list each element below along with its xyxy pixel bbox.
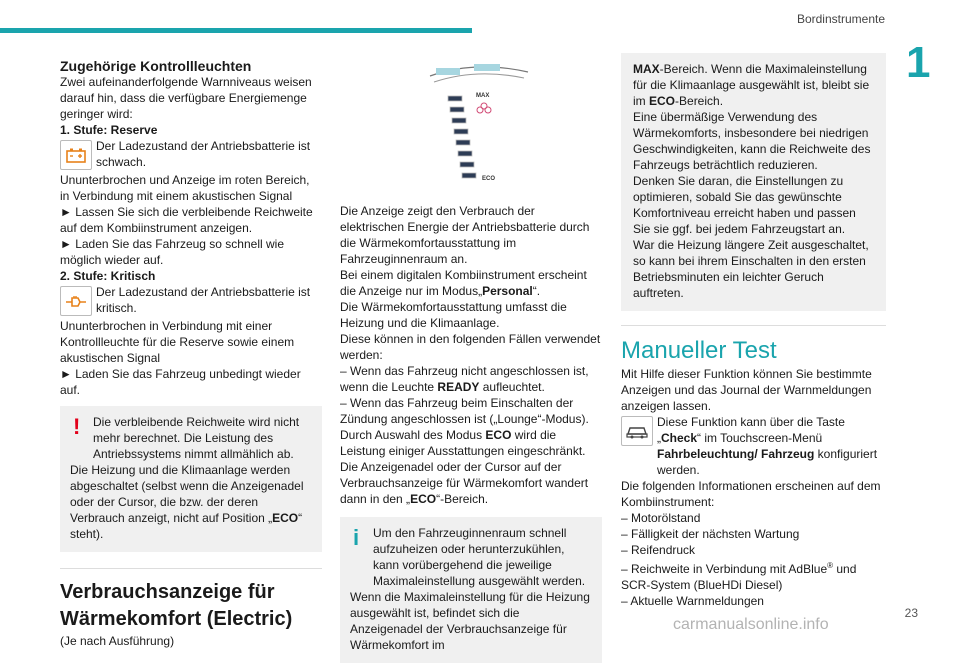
stufe1-bullet-2: ► Laden Sie das Fahrzeug so schnell wie möglich wieder auf. xyxy=(60,237,285,267)
section-title: Bordinstrumente xyxy=(796,12,885,26)
info-cont-3: Denken Sie daran, die Einstellungen zu optimieren, sobald Sie das gewünschte Komfortniveau erreicht haben und passen Sie sie ggf. bei jedem Fahrzeugstart an. xyxy=(633,174,856,236)
gauge-eco-label: ECO xyxy=(482,176,496,182)
gauge-max-label: MAX xyxy=(476,93,490,99)
gauge-text-4: Diese können in den folgenden Fällen verwendet werden: xyxy=(340,332,601,362)
column-2 xyxy=(340,58,602,663)
footer-watermark: carmanualsonline.info xyxy=(673,616,829,633)
stufe2-icon-text: Der Ladezustand der Antriebsbatterie ist kritisch. xyxy=(96,285,311,315)
list-item: – Fälligkeit der nächsten Wartung xyxy=(621,527,800,541)
info-cont-2: Eine übermäßige Verwendung des Wärmekomforts, insbesondere bei niedrigen Geschwindigkeiten, kann die Reichweite des Fahrzeugs beträchtlich reduzieren. xyxy=(633,110,871,172)
heading-verbrauchsanzeige: Verbrauchsanzeige für Wärmekomfort (Electric) xyxy=(60,581,293,630)
page-number: 23 xyxy=(904,606,918,620)
heading-kontrollleuchten: Zugehörige Kontrollleuchten xyxy=(60,58,252,74)
info-box-continued xyxy=(621,53,886,311)
info-text-1: Um den Fahrzeuginnenraum schnell aufzuheizen oder herunterzukühlen, kann vorübergehend die jeweilige Maximaleinstellung ausgewählt werden. xyxy=(373,526,586,588)
battery-warning-icon xyxy=(60,140,92,170)
warning-text-1: Die verbleibende Reichweite wird nicht mehr berechnet. Die Leistung des Antriebssystems nimmt allmählich ab. xyxy=(93,415,300,461)
case-2: – Wenn das Fahrzeug beim Einschalten der Zündung angeschlossen ist („Lounge“-Modus). xyxy=(340,396,589,426)
test-text-3: Die folgenden Informationen erscheinen auf dem Kombiinstrument: xyxy=(621,479,881,509)
warning-box xyxy=(60,406,322,552)
info-list xyxy=(621,510,886,609)
section-divider xyxy=(60,568,322,569)
case-1: – Wenn das Fahrzeug nicht angeschlossen ist, wenn die Leuchte READY aufleuchtet. xyxy=(340,364,589,394)
list-item: – Reifendruck xyxy=(621,543,696,557)
eco-mode-text: Durch Auswahl des Modus ECO wird die Leistung einiger Ausstattungen eingeschränkt. Die Anzeigenadel oder der Cursor auf der Verbrauchsanzeige für Wärmekomfort wandert dann in den „ECO“-Bereich. xyxy=(340,428,589,506)
info-cont-4: War die Heizung längere Zeit ausgeschaltet, so kann bei ihrem Einschalten in den ersten Betriebsminuten ein leichter Geruch auftreten. xyxy=(633,238,869,300)
column-3 xyxy=(621,53,886,609)
info-box xyxy=(340,517,602,663)
gauge-text-2: Bei einem digitalen Kombiinstrument erscheint die Anzeige nur im Modus„Personal“. xyxy=(340,268,587,298)
stufe1-icon-text: Der Ladezustand der Antriebsbatterie ist schwach. xyxy=(96,139,311,169)
column-1 xyxy=(60,58,322,649)
plug-warning-icon xyxy=(60,286,92,316)
test-text-1: Mit Hilfe dieser Funktion können Sie bestimmte Anzeigen und das Journal der Warnmeldungen anzeigen lassen. xyxy=(621,367,872,413)
intro-text: Zwei aufeinanderfolgende Warnniveaus weisen darauf hin, dass die verfügbare Energiemenge geringer wird: xyxy=(60,75,312,121)
check-text: Diese Funktion kann über die Taste „Check“ im Touchscreen-Menü Fahrbeleuchtung/ Fahrzeug konfiguriert werden. xyxy=(657,415,878,477)
list-item: – Motorölstand xyxy=(621,511,701,525)
ausfuehrung-text: (Je nach Ausführung) xyxy=(60,634,175,648)
stufe2-title: 2. Stufe: Kritisch xyxy=(60,269,156,283)
info-cont-1: MAX-Bereich. Wenn die Maximaleinstellung für die Klimaanlage ausgewählt ist, bleibt sie im ECO-Bereich. xyxy=(633,62,870,108)
check-icon-row xyxy=(621,414,886,478)
stufe1-text: Ununterbrochen und Anzeige im roten Bereich, in Verbindung mit einem akustischen Signal xyxy=(60,173,310,203)
stufe2-bullet-1: ► Laden Sie das Fahrzeug unbedingt wieder auf. xyxy=(60,367,301,397)
info-text-2: Wenn die Maximaleinstellung für die Heizung ausgewählt ist, befindet sich die Anzeigenadel der Verbrauchsanzeige für Wärmekomfort im xyxy=(350,590,590,652)
list-item: – Aktuelle Warnmeldungen xyxy=(621,594,764,608)
gauge-text-3: Die Wärmekomfortausstattung umfasst die Heizung und die Klimaanlage. xyxy=(340,300,567,330)
fan-icon xyxy=(477,103,491,113)
header-accent-bar xyxy=(0,28,472,33)
section-divider-2 xyxy=(621,325,886,326)
stufe1-icon-row xyxy=(60,138,322,172)
stufe1-bullet-1: ► Lassen Sie sich die verbleibende Reichweite auf dem Kombiinstrument anzeigen. xyxy=(60,205,313,235)
list-item: – Reichweite in Verbindung mit AdBlue® und SCR-System (BlueHDi Diesel) xyxy=(621,561,857,592)
warning-text-2: Die Heizung und die Klimaanlage werden abgeschaltet (selbst wenn die Anzeigenadel oder der Cursor, die bzw. der deren Verbrauch anzeigt, nicht auf Position „ECO“ steht). xyxy=(70,463,304,541)
gauge-illustration xyxy=(420,58,560,193)
exclamation-icon: ! xyxy=(73,414,81,439)
thermal-gauge-drawing xyxy=(420,58,560,193)
chapter-number: 1 xyxy=(906,38,931,87)
heading-manueller-test: Manueller Test xyxy=(621,337,777,364)
stufe2-icon-row xyxy=(60,284,322,318)
info-icon: i xyxy=(353,525,360,550)
stufe1-title: 1. Stufe: Reserve xyxy=(60,123,158,137)
gauge-text-1: Die Anzeige zeigt den Verbrauch der elektrischen Energie der Antriebsbatterie durch die Wärmekomfortausstattung im Fahrzeuginnenraum an. xyxy=(340,204,590,266)
stufe2-text: Ununterbrochen in Verbindung mit einer Kontrollleuchte für die Reserve sowie einem akustischen Signal xyxy=(60,319,295,365)
car-icon xyxy=(621,416,653,446)
